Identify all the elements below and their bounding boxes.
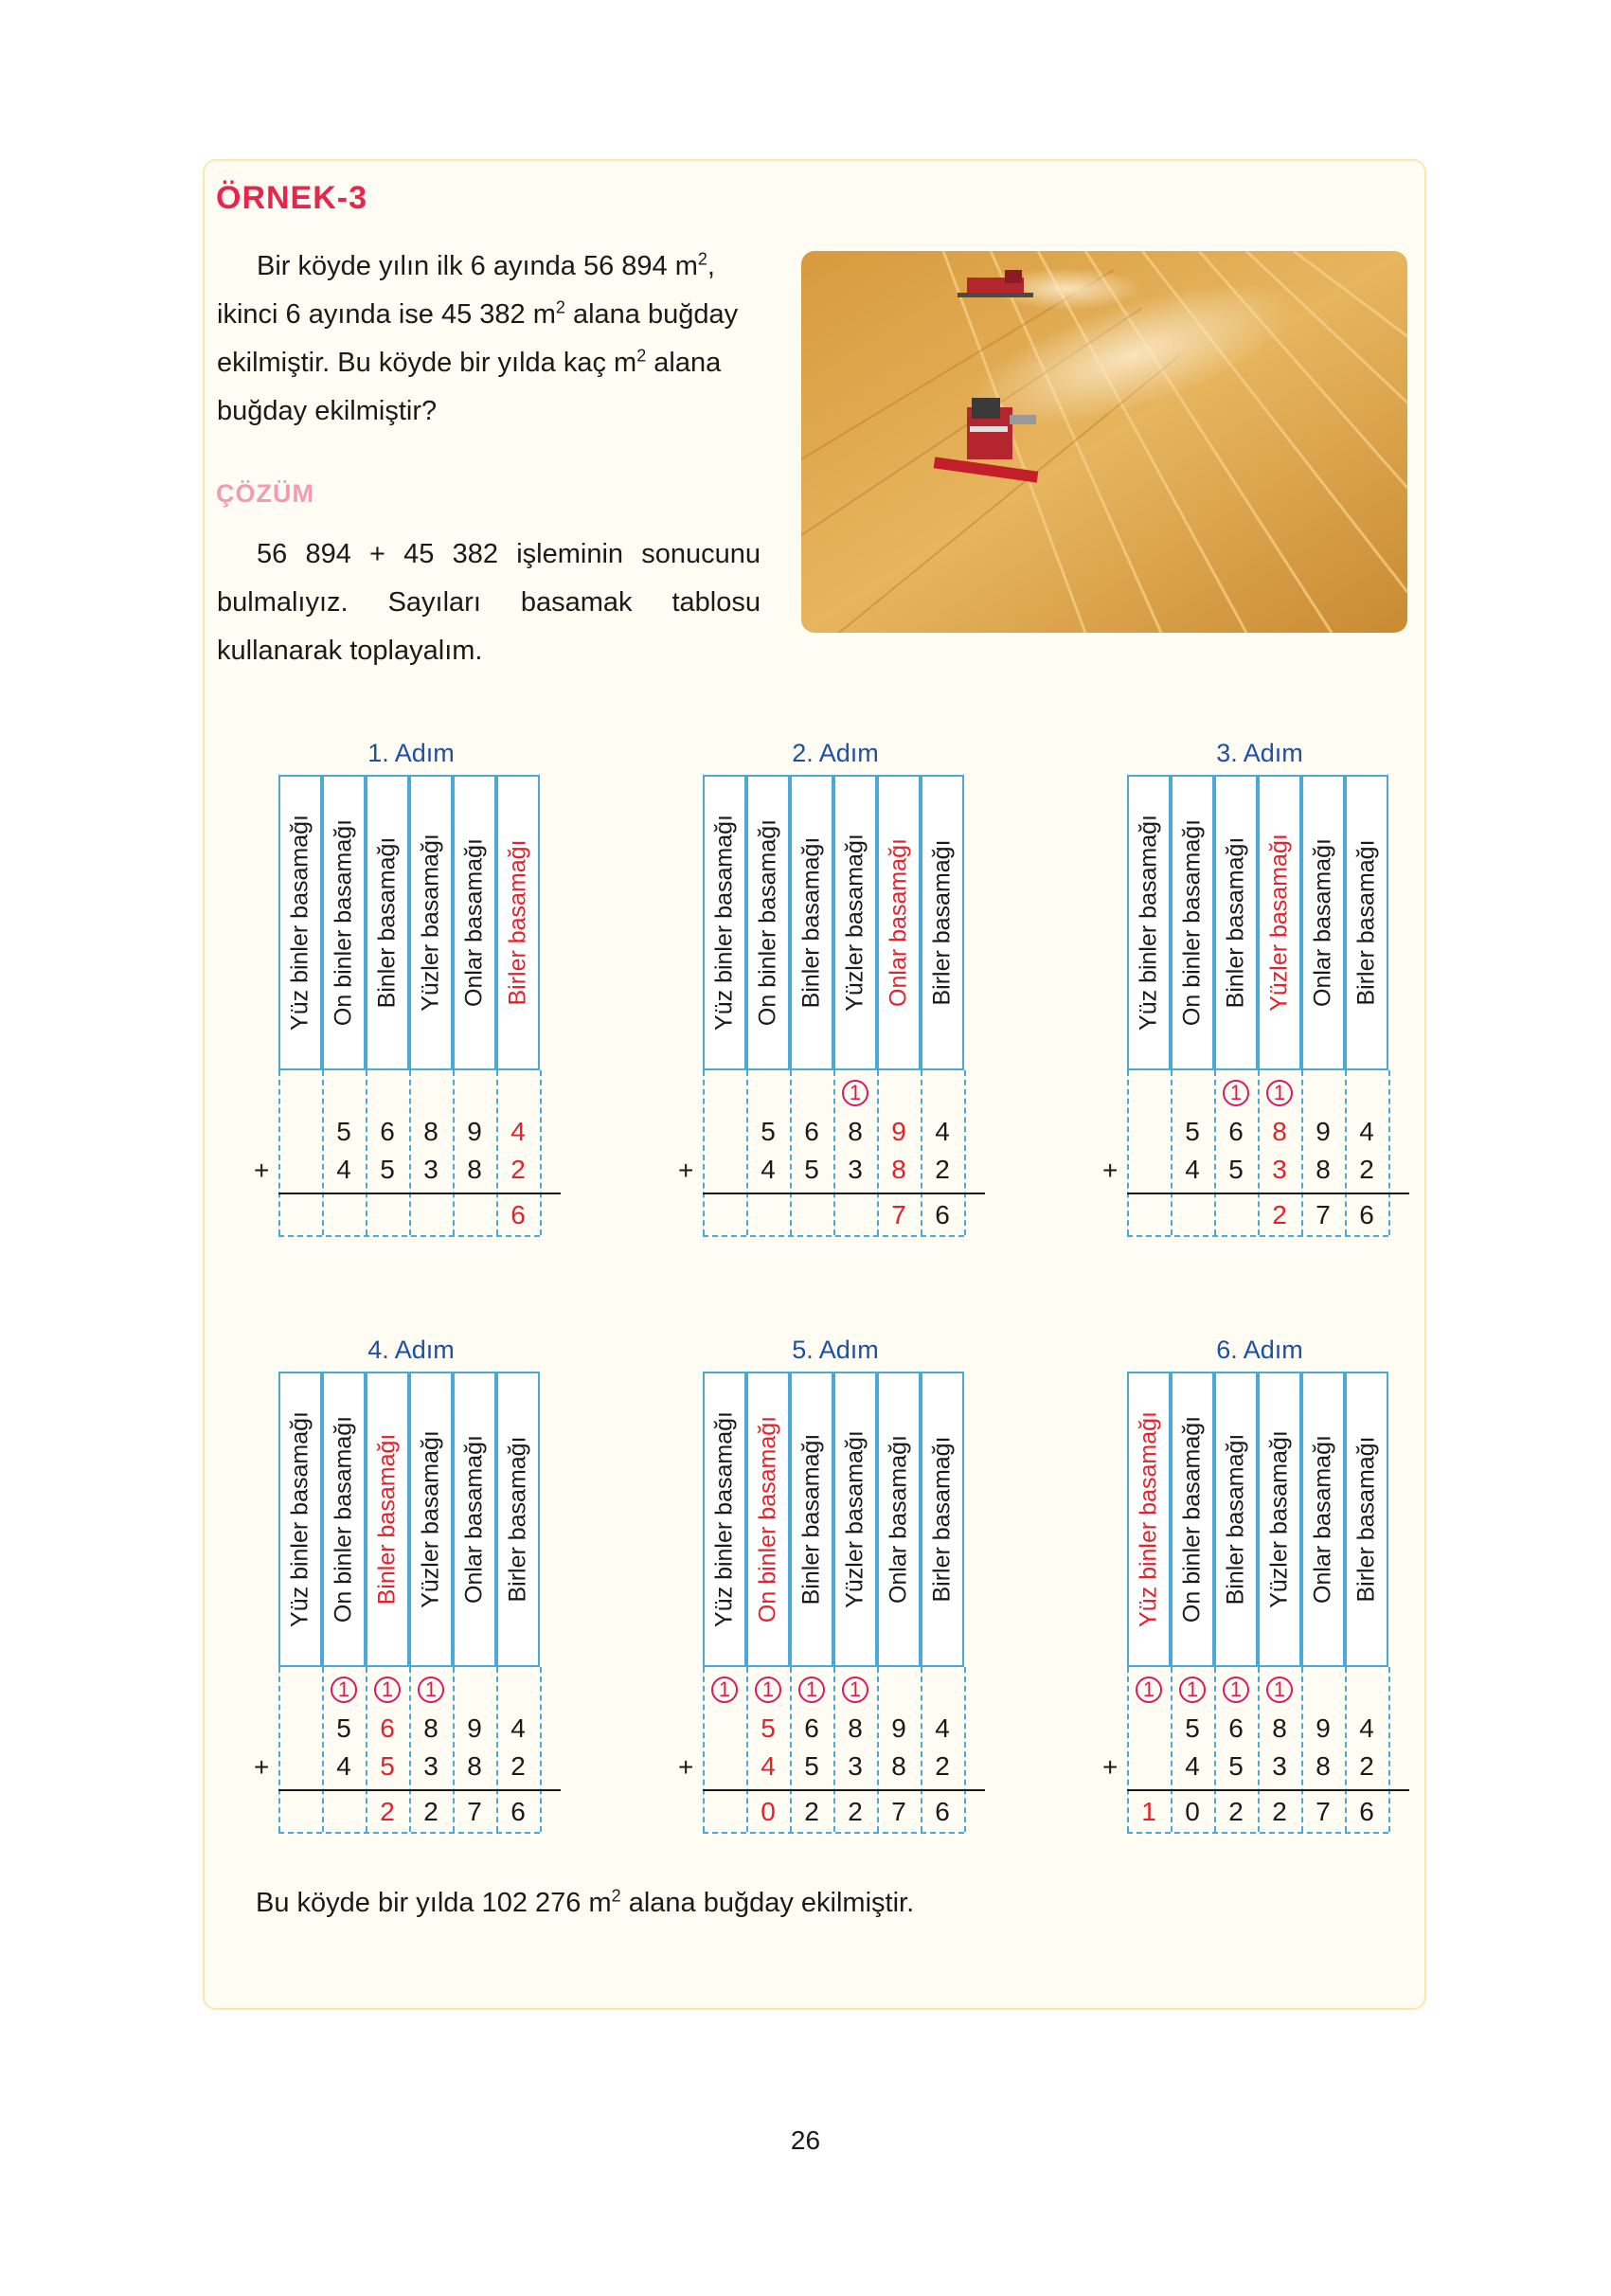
column-header-label: Binler basamağı [797,1433,825,1605]
result-digit: 2 [380,1797,395,1826]
column-header [703,775,746,1070]
addend1-digit: 4 [1359,1117,1374,1146]
addend1-digit: 4 [935,1117,950,1146]
result-digit: 7 [1316,1200,1331,1229]
result-digit: 6 [510,1200,526,1229]
result-digit: 7 [1316,1797,1331,1826]
plus-sign: + [678,1752,694,1782]
step-title: 4. Adım [367,1336,455,1364]
result-digit: 7 [891,1797,906,1826]
addend1-digit: 8 [848,1713,863,1743]
addend2-digit: 4 [1185,1155,1200,1184]
column-header [1127,775,1171,1070]
column-header-label: Birler basamağı [1352,1436,1380,1603]
result-digit: 6 [935,1200,950,1229]
result-digit: 7 [891,1200,906,1229]
result-digit: 2 [804,1797,819,1826]
sum-line [278,1789,561,1791]
result-digit: 6 [1359,1797,1374,1826]
addend1-digit: 6 [380,1713,395,1743]
addition-step-2 [665,739,1006,1239]
step-title: 3. Adım [1216,739,1303,767]
addend1-digit: 6 [380,1117,395,1146]
addend2-digit: 2 [1359,1155,1374,1184]
result-digit: 2 [1272,1797,1287,1826]
addend1-digit: 8 [1272,1117,1287,1146]
carry-digit: 1 [1266,1677,1293,1703]
grid-line [278,1667,280,1832]
grid-line [703,1832,964,1834]
column-header-label: Yüz binler basamağı [1135,815,1162,1031]
addend2-digit: 2 [935,1751,950,1781]
plus-sign: + [1102,1752,1119,1782]
carry-digit: 1 [1136,1677,1162,1703]
addend2-digit: 4 [761,1751,776,1781]
carry-digit: 1 [1179,1677,1206,1703]
addend2-digit: 5 [1228,1155,1244,1184]
addend1-digit: 9 [1316,1117,1331,1146]
addend2-digit: 5 [1228,1751,1244,1781]
column-header [1258,775,1301,1070]
addend1-digit: 5 [761,1713,776,1743]
column-header-label: Yüzler basamağı [841,1430,868,1608]
result-digit: 6 [510,1797,526,1826]
addend1-digit: 6 [1228,1117,1244,1146]
column-header [366,775,409,1070]
column-header-label: Binler basamağı [1222,836,1249,1009]
result-digit: 6 [1359,1200,1374,1229]
column-header [278,775,322,1070]
addend2-digit: 8 [467,1751,482,1781]
addition-step-5 [665,1336,1006,1836]
addend2-digit: 5 [380,1751,395,1781]
column-header [746,775,790,1070]
grid-line [278,1235,540,1237]
result-digit: 1 [1141,1797,1156,1826]
carry-digit: 1 [331,1677,357,1703]
addend2-digit: 4 [761,1155,776,1184]
problem-text: Bir köyde yılın ilk 6 ayında 56 894 $m^2$, ikinci 6 ayında ise 45 382 $m^2$ alana buğday ekilmiştir. Bu köyde bir yılda kaç $m^2$ alana buğday ekilmiştir? [217,249,739,426]
carry-digit: 1 [374,1677,401,1703]
step-title: 6. Adım [1216,1336,1303,1364]
addend1-digit: 5 [336,1713,351,1743]
grid-line [1127,1235,1388,1237]
grid-line [964,1070,966,1235]
carry-digit: 1 [842,1677,868,1703]
example-title: ÖRNEK-3 [216,180,368,216]
grid-line [703,1070,705,1235]
grid-line [409,1070,411,1235]
column-header-label: Yüz binler basamağı [710,815,738,1031]
addend2-digit: 3 [423,1155,439,1184]
column-header [877,1372,921,1667]
addend1-digit: 4 [1359,1713,1374,1743]
column-header [1345,1372,1388,1667]
column-header [409,775,453,1070]
column-header-label: Onlar basamağı [1309,838,1336,1007]
plus-sign: + [254,1156,270,1185]
grid-line [964,1667,966,1832]
carry-digit: 1 [1223,1080,1249,1106]
page-number: 26 [790,2126,821,2155]
column-header [703,1372,746,1667]
addend2-digit: 8 [1316,1155,1331,1184]
addend2-digit: 4 [336,1155,351,1184]
sum-line [703,1193,985,1194]
column-header-label: Yüzler basamağı [841,834,868,1012]
column-header [746,1372,790,1667]
grid-line [1171,1070,1172,1235]
addend1-digit: 5 [761,1117,776,1146]
column-header-label: Onlar basamağı [885,1435,912,1604]
grid-line [746,1070,748,1235]
column-header-label: Birler basamağı [504,1436,531,1603]
addend1-digit: 4 [935,1713,950,1743]
addend2-digit: 8 [467,1155,482,1184]
result-digit: 2 [423,1797,439,1826]
column-header [1127,1372,1171,1667]
column-header-label: Yüzler basamağı [1265,1430,1293,1608]
step-title: 2. Adım [792,739,879,767]
column-header [409,1372,453,1667]
sum-line [703,1789,985,1791]
column-header-label: Yüzler basamağı [417,1430,444,1608]
column-header [1214,775,1258,1070]
addend1-digit: 5 [1185,1117,1200,1146]
column-header-label: Onlar basamağı [885,838,912,1007]
addend2-digit: 5 [804,1751,819,1781]
carry-digit: 1 [798,1677,825,1703]
solution-label: ÇÖZÜM [216,479,314,508]
column-header [1171,775,1214,1070]
addend1-digit: 8 [423,1117,439,1146]
column-header-label: Birler basamağı [928,839,956,1006]
column-header [322,775,366,1070]
conclusion-text: Bu köyde bir yılda 102 276 $m^2$ alana buğday ekilmiştir. [256,1886,915,1918]
addend1-digit: 6 [1228,1713,1244,1743]
column-header [366,1372,409,1667]
column-header-label: Birler basamağı [1352,839,1380,1006]
addition-step-4 [241,1336,582,1836]
addend2-digit: 2 [1359,1751,1374,1781]
column-header [921,775,964,1070]
column-header [1301,1372,1345,1667]
grid-line [1214,1070,1216,1235]
column-header-label: On binler basamağı [1178,818,1206,1027]
sum-line [278,1193,561,1194]
grid-line [540,1667,542,1832]
step-title: 5. Adım [792,1336,879,1364]
column-header [453,1372,496,1667]
column-header [453,775,496,1070]
carry-digit: 1 [418,1677,444,1703]
grid-line [322,1667,324,1832]
column-header-label: Yüz binler basamağı [1135,1411,1162,1627]
addend1-digit: 9 [891,1713,906,1743]
grid-line [453,1070,455,1235]
addend1-digit: 6 [804,1713,819,1743]
column-header [1301,775,1345,1070]
addend2-digit: 3 [848,1751,863,1781]
column-header-label: On binler basamağı [754,1415,781,1623]
solution-text: 56 894 + 45 382 işleminin sonucunu bulmalıyız. Sayıları basamak tablosu kullanarak toplayalım. [217,539,761,666]
result-digit: 2 [1272,1200,1287,1229]
column-header-label: Onlar basamağı [460,838,488,1007]
column-header-label: Birler basamağı [928,1436,956,1603]
column-header-label: Binler basamağı [797,836,825,1009]
result-digit: 7 [467,1797,482,1826]
addend2-digit: 3 [1272,1155,1287,1184]
column-header-label: On binler basamağı [754,818,781,1027]
grid-line [703,1235,964,1237]
plus-sign: + [1102,1156,1119,1185]
addend2-digit: 8 [891,1751,906,1781]
addend1-digit: 9 [467,1117,482,1146]
column-header-label: On binler basamağı [330,1415,357,1623]
wheat-field-harvester-photo [801,251,1407,633]
grid-line [1388,1070,1390,1235]
grid-line [1388,1667,1390,1832]
addend1-digit: 5 [1185,1713,1200,1743]
column-header [1258,1372,1301,1667]
column-header-label: Yüzler basamağı [417,834,444,1012]
addend1-digit: 6 [804,1117,819,1146]
column-header-label: Binler basamağı [1222,1433,1249,1605]
addend2-digit: 3 [1272,1751,1287,1781]
addend1-digit: 8 [1272,1713,1287,1743]
carry-digit: 1 [1266,1080,1293,1106]
addend1-digit: 4 [510,1713,526,1743]
column-header [496,1372,540,1667]
addend2-digit: 8 [891,1155,906,1184]
column-header [833,1372,877,1667]
column-header [790,775,833,1070]
sum-line [1127,1789,1409,1791]
column-header [877,775,921,1070]
addend1-digit: 9 [1316,1713,1331,1743]
column-header-label: Yüz binler basamağı [710,1411,738,1627]
column-header [1345,775,1388,1070]
column-header-label: Yüzler basamağı [1265,834,1293,1012]
column-header [278,1372,322,1667]
addend1-digit: 8 [423,1713,439,1743]
addend2-digit: 3 [848,1155,863,1184]
addition-step-3 [1089,739,1430,1239]
carry-digit: 1 [755,1677,781,1703]
carry-digit: 1 [711,1677,738,1703]
addend2-digit: 8 [1316,1751,1331,1781]
column-header [1214,1372,1258,1667]
plus-sign: + [678,1156,694,1185]
plus-sign: + [254,1752,270,1782]
column-header [322,1372,366,1667]
step-title: 1. Adım [367,739,455,767]
column-header-label: Yüz binler basamağı [286,1411,313,1627]
addend1-digit: 8 [848,1117,863,1146]
addition-step-6 [1089,1336,1430,1836]
addend2-digit: 5 [804,1155,819,1184]
column-header-label: Birler basamağı [504,839,531,1006]
column-header-label: On binler basamağı [1178,1415,1206,1623]
addend2-digit: 5 [380,1155,395,1184]
grid-line [278,1070,280,1235]
result-digit: 6 [935,1797,950,1826]
result-digit: 0 [761,1797,776,1826]
result-digit: 2 [848,1797,863,1826]
addend1-digit: 9 [891,1117,906,1146]
result-digit: 2 [1228,1797,1244,1826]
column-header-label: Yüz binler basamağı [286,815,313,1031]
addend2-digit: 3 [423,1751,439,1781]
addend2-digit: 2 [510,1751,526,1781]
sum-line [1127,1193,1409,1194]
grid-line [366,1070,367,1235]
grid-line [703,1667,705,1832]
column-header-label: Binler basamağı [373,836,401,1009]
result-digit: 0 [1185,1797,1200,1826]
column-header-label: Onlar basamağı [1309,1435,1336,1604]
column-header [921,1372,964,1667]
grid-line [322,1070,324,1235]
grid-line [278,1832,540,1834]
addend1-digit: 5 [336,1117,351,1146]
addend2-digit: 2 [935,1155,950,1184]
carry-digit: 1 [842,1080,868,1106]
addend1-digit: 9 [467,1713,482,1743]
addend1-digit: 4 [510,1117,526,1146]
column-header-label: On binler basamağı [330,818,357,1027]
grid-line [1127,1832,1388,1834]
addend2-digit: 2 [510,1155,526,1184]
column-header [496,775,540,1070]
grid-line [540,1070,542,1235]
addition-step-1 [241,739,582,1239]
column-header-label: Binler basamağı [373,1433,401,1605]
grid-line [790,1070,792,1235]
addend2-digit: 4 [336,1751,351,1781]
addend2-digit: 4 [1185,1751,1200,1781]
grid-line [1127,1070,1129,1235]
column-header [1171,1372,1214,1667]
column-header-label: Onlar basamağı [460,1435,488,1604]
grid-line [833,1070,835,1235]
carry-digit: 1 [1223,1677,1249,1703]
column-header [790,1372,833,1667]
column-header [833,775,877,1070]
